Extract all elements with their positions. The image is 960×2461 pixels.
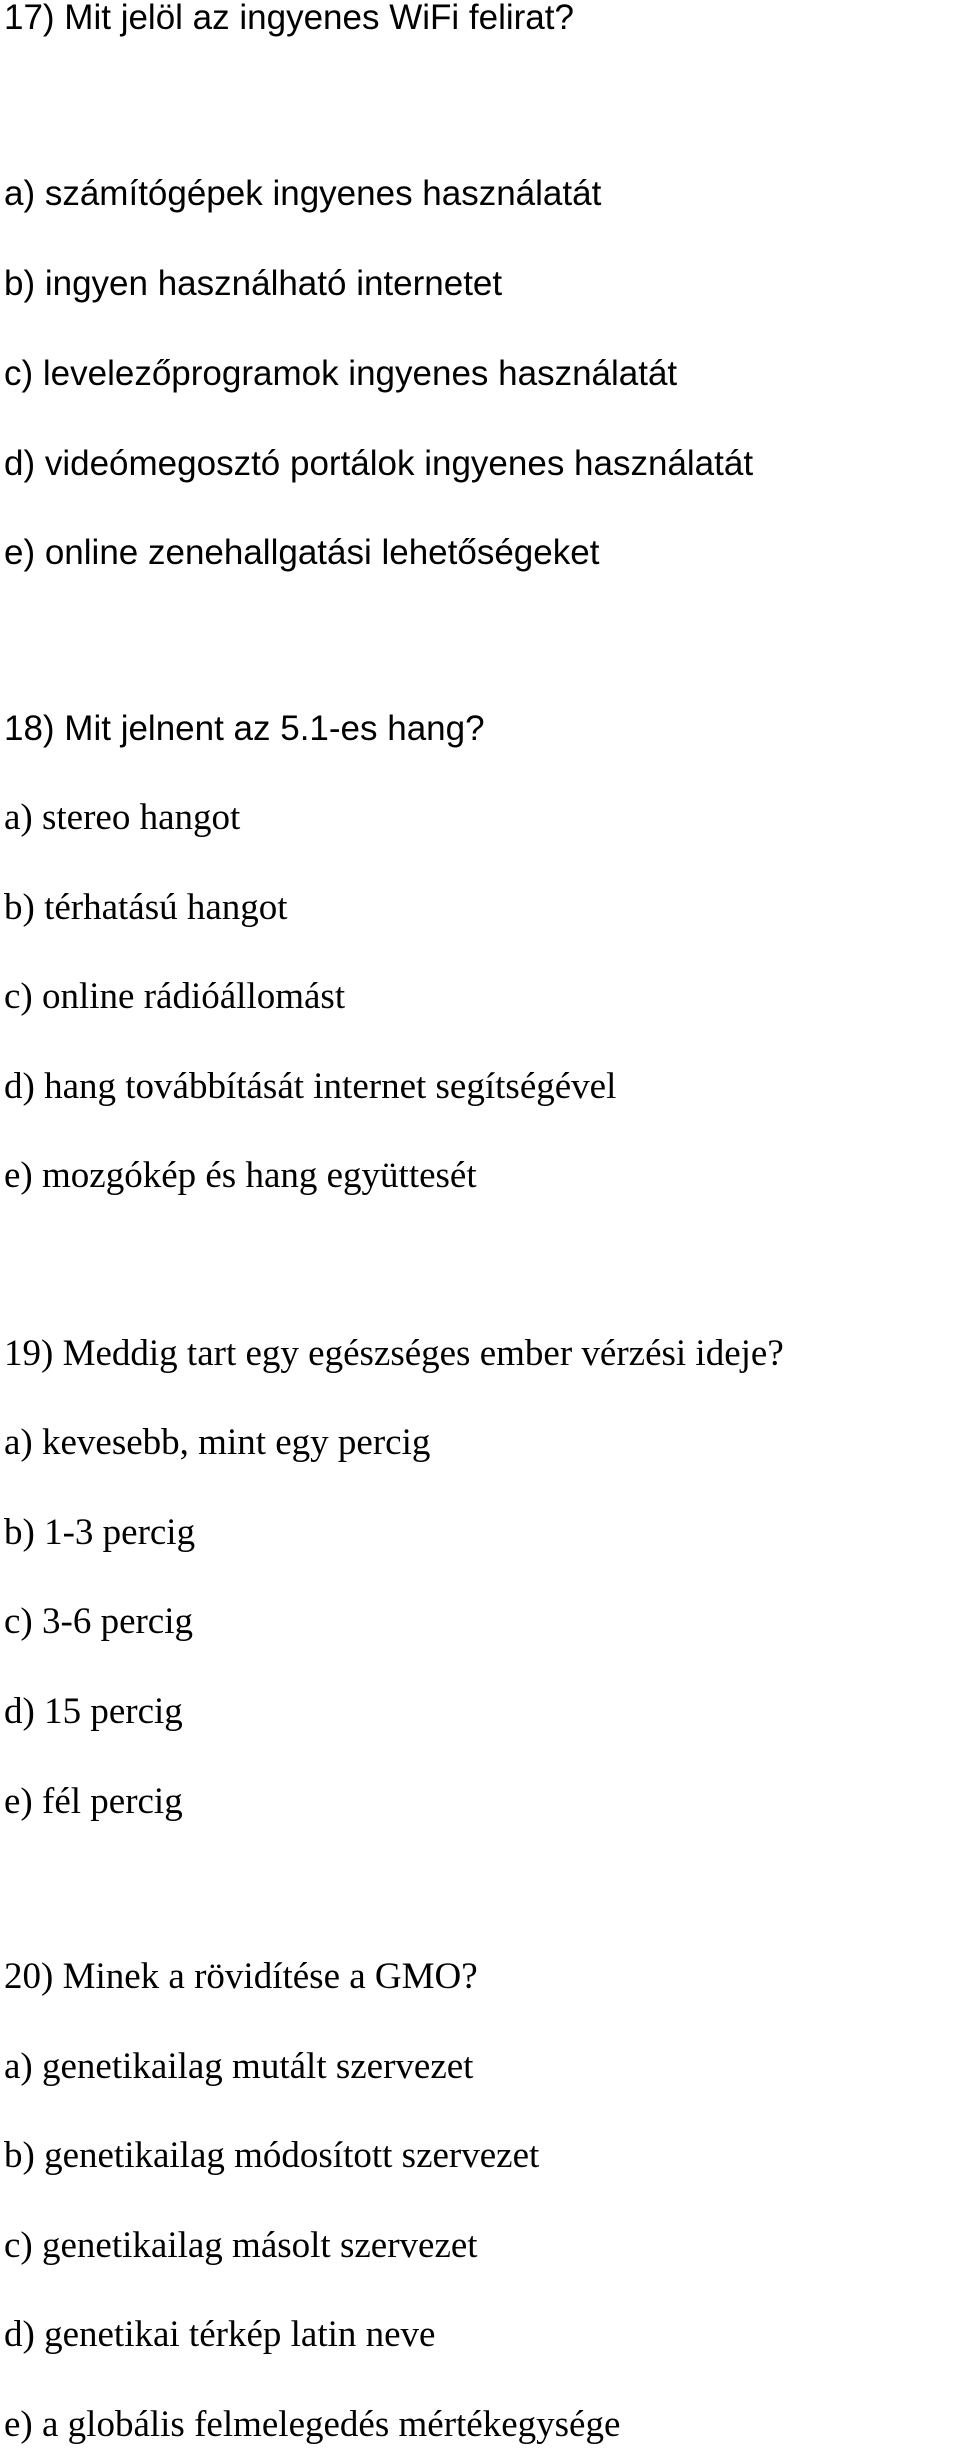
question-18-text: 18) Mit jelnent az 5.1-es hang?: [4, 709, 485, 748]
question-17-option-c: c) levelezőprogramok ingyenes használatát: [4, 354, 678, 393]
question-18-option-a: a) stereo hangot: [4, 797, 241, 838]
question-19-option-a: a) kevesebb, mint egy percig: [4, 1422, 431, 1463]
question-19-option-e: e) fél percig: [4, 1781, 183, 1822]
question-17-option-d: d) videómegosztó portálok ingyenes használatát: [4, 444, 754, 483]
question-17-text: 17) Mit jelöl az ingyenes WiFi felirat?: [4, 0, 574, 37]
question-19-option-c: c) 3-6 percig: [4, 1601, 194, 1642]
question-20-option-a: a) genetikailag mutált szervezet: [4, 2046, 474, 2087]
question-17-option-a: a) számítógépek ingyenes használatát: [4, 174, 602, 213]
question-18-option-d: d) hang továbbítását internet segítségével: [4, 1066, 617, 1107]
question-18-option-c: c) online rádióállomást: [4, 976, 346, 1017]
question-18-option-b: b) térhatású hangot: [4, 887, 288, 928]
question-20-option-b: b) genetikailag módosított szervezet: [4, 2135, 540, 2176]
question-17-option-b: b) ingyen használható internetet: [4, 264, 503, 303]
question-20-option-e: e) a globális felmelegedés mértékegysége: [4, 2404, 621, 2445]
question-19-option-b: b) 1-3 percig: [4, 1512, 196, 1553]
question-20-option-d: d) genetikai térkép latin neve: [4, 2314, 436, 2355]
question-18-option-e: e) mozgókép és hang együttesét: [4, 1155, 477, 1196]
question-19-text: 19) Meddig tart egy egészséges ember vérzési ideje?: [4, 1333, 784, 1374]
question-17-option-e: e) online zenehallgatási lehetőségeket: [4, 533, 600, 572]
question-20-option-c: c) genetikailag másolt szervezet: [4, 2225, 478, 2266]
question-19-option-d: d) 15 percig: [4, 1691, 183, 1732]
question-20-text: 20) Minek a rövidítése a GMO?: [4, 1956, 478, 1997]
